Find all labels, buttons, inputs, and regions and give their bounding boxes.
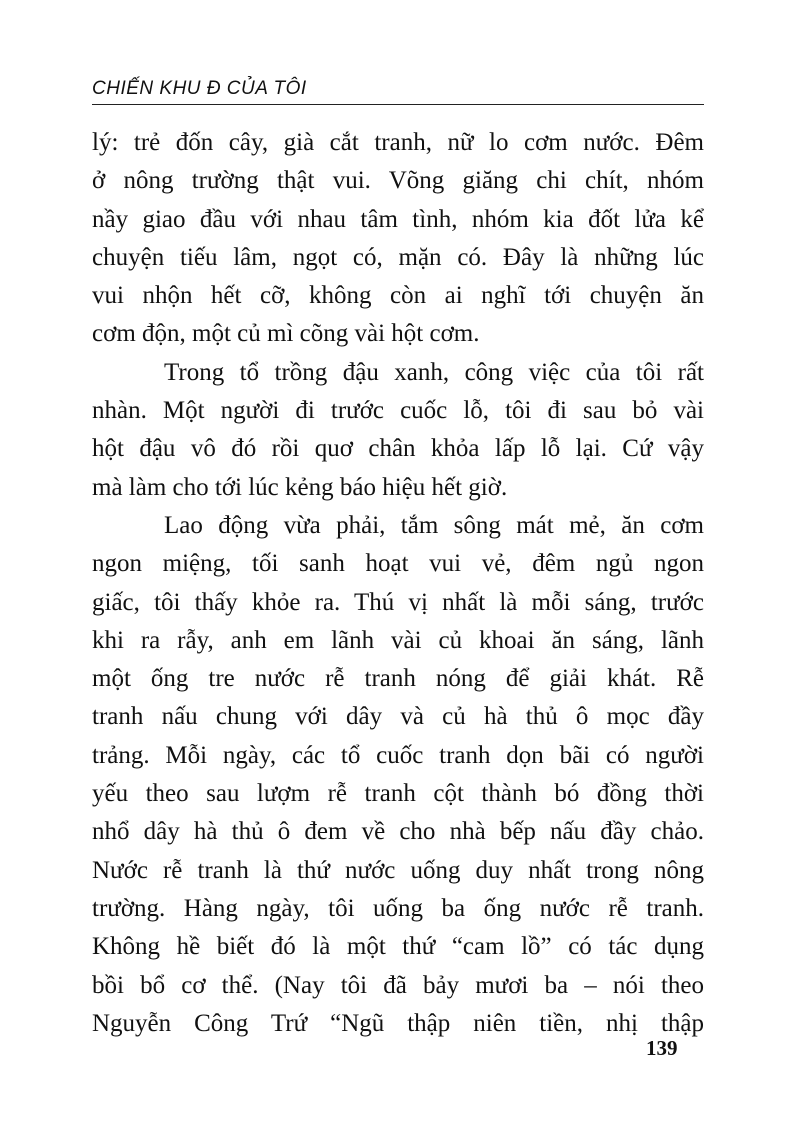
text-line: Lao động vừa phải, tắm sông mát mẻ, ăn cơm	[164, 511, 704, 539]
text-line: khi ra rẫy, anh em lãnh vài củ khoai ăn sáng, lãnh	[92, 626, 704, 654]
text-line: cơm độn, một củ mì cõng vài hột cơm.	[92, 320, 480, 348]
text-line: ở nông trường thật vui. Võng giăng chi chít, nhóm	[92, 167, 704, 195]
text-line: vui nhộn hết cỡ, không còn ai nghĩ tới chuyện ăn	[92, 282, 704, 310]
text-line: Không hề biết đó là một thứ “cam lồ” có tác dụng	[92, 933, 704, 961]
text-line: bồi bổ cơ thể. (Nay tôi đã bảy mươi ba – nói theo	[92, 971, 704, 999]
text-line: hột đậu vô đó rồi quơ chân khỏa lấp lỗ lại. Cứ vậy	[92, 435, 704, 463]
text-line: mà làm cho tới lúc kẻng báo hiệu hết giờ.	[92, 473, 508, 501]
running-header-title: CHIẾN KHU Đ CỦA TÔI	[92, 78, 307, 99]
text-line: nhàn. Một người đi trước cuốc lỗ, tôi đi sau bỏ vài	[92, 397, 704, 425]
text-line: chuyện tiếu lâm, ngọt có, mặn có. Đây là những lúc	[92, 243, 704, 271]
text-line: Nguyễn Công Trứ “Ngũ thập niên tiền, nhị thập	[92, 1009, 704, 1037]
text-line: yếu theo sau lượm rễ tranh cột thành bó đồng thời	[92, 780, 704, 808]
text-line: tranh nấu chung với dây và củ hà thủ ô mọc đầy	[92, 703, 704, 731]
text-line: Nước rễ tranh là thứ nước uống duy nhất trong nông	[92, 856, 704, 884]
text-line: nhổ dây hà thủ ô đem về cho nhà bếp nấu đầy chảo.	[92, 818, 704, 846]
running-header	[92, 74, 704, 105]
body-text	[92, 124, 704, 1043]
text-line: trường. Hàng ngày, tôi uống ba ống nước rễ tranh.	[92, 894, 704, 922]
text-line: trảng. Mỗi ngày, các tổ cuốc tranh dọn bãi có người	[92, 741, 704, 769]
text-line: một ống tre nước rễ tranh nóng để giải khát. Rễ	[92, 665, 704, 693]
text-line: ngon miệng, tối sanh hoạt vui vẻ, đêm ngủ ngon	[92, 550, 704, 578]
text-line: nầy giao đầu với nhau tâm tình, nhóm kia đốt lửa kể	[92, 205, 704, 233]
text-line: lý: trẻ đốn cây, già cắt tranh, nữ lo cơm nước. Đêm	[92, 129, 704, 156]
page-number: 139	[646, 1036, 678, 1060]
text-line: giấc, tôi thấy khỏe ra. Thú vị nhất là mỗi sáng, trước	[92, 588, 704, 616]
text-line: Trong tổ trồng đậu xanh, công việc của tôi rất	[164, 358, 704, 386]
